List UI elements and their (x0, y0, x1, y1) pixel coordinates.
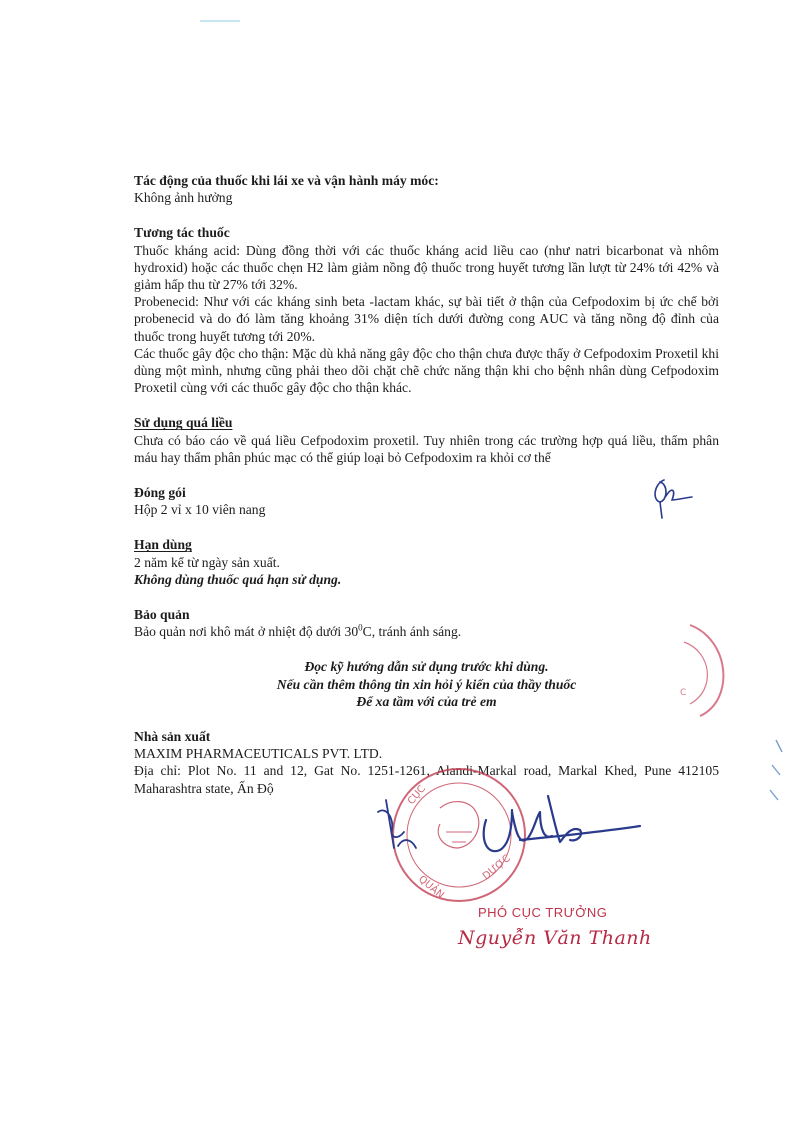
packaging-text: Hộp 2 vỉ x 10 viên nang (134, 502, 266, 518)
section-title-driving: Tác động của thuốc khi lái xe và vận hành máy móc: (134, 173, 439, 188)
section-title-expiry: Hạn dùng (134, 537, 192, 553)
section-expiry (134, 536, 719, 588)
leaflet-content (134, 172, 719, 797)
interaction-probenecid: Probenecid: Như với các kháng sinh beta -lactam khác, sự bài tiết ở thận của Cefpodoxim bị ức chế bởi probenecid và do đó làm tăng khoảng 31% diện tích dưới đường cong AUC và tăng nồng độ đỉnh của thuốc trong huyết tương tới 20%. (134, 294, 719, 344)
section-title-manufacturer: Nhà sản xuất (134, 729, 211, 745)
overdose-text: Chưa có báo cáo về quá liều Cefpodoxim proxetil. Tuy nhiên trong các trường hợp quá liều, thẩm phân máu hay thẩm phân phúc mạc có thể giúp loại bỏ Cefpodoxim ra khỏi cơ thể (134, 432, 719, 465)
svg-text:QUẢN: QUẢN (416, 873, 446, 902)
driving-text: Không ảnh hưởng (134, 190, 233, 206)
section-title-storage: Bảo quản (134, 607, 190, 623)
notice-line-3: Để xa tầm với của trẻ em (356, 693, 497, 709)
storage-text (134, 623, 719, 640)
section-title-interactions: Tương tác thuốc (134, 225, 230, 241)
section-driving (134, 172, 719, 206)
section-title-packaging: Đóng gói (134, 485, 186, 501)
svg-text:C: C (680, 688, 687, 698)
svg-text:DƯỢC: DƯỢC (480, 853, 513, 883)
notice-line-1: Đọc kỹ hướng dẫn sử dụng trước khi dùng. (304, 659, 549, 675)
main-signature (484, 796, 640, 851)
storage-text-main: Bảo quản nơi khô mát ở nhiệt độ dưới 30 (134, 624, 359, 640)
section-packaging (134, 484, 719, 518)
handwritten-initial (378, 800, 416, 848)
interaction-nephrotoxic: Các thuốc gây độc cho thận: Mặc dù khả năng gây độc cho thận chưa được thấy ở Cefpodoxim Proxetil khi dùng một mình, nhưng cũng phải theo dõi chặt chẽ chức năng thận khi cho bệnh nhân dùng Cefpodoxim Proxetil cùng với các thuốc gây độc cho thận khác. (134, 345, 719, 396)
section-interactions (134, 224, 719, 396)
notice-line-2: Nếu cần thêm thông tin xin hỏi ý kiến của thầy thuốc (276, 676, 577, 692)
scan-mark (200, 20, 240, 22)
expiry-warning: Không dùng thuốc quá hạn sử dụng. (134, 571, 342, 587)
manufacturer-name: MAXIM PHARMACEUTICALS PVT. LTD. (134, 746, 383, 762)
edge-marks (770, 740, 782, 800)
signatory-name: Nguyễn Văn Thanh (458, 927, 652, 949)
section-manufacturer (134, 728, 719, 797)
section-storage (134, 606, 719, 640)
storage-text-tail: C, tránh ánh sáng. (362, 624, 462, 640)
section-title-overdose: Sử dụng quá liều (134, 415, 233, 431)
signatory-title: PHÓ CỤC TRƯỞNG (478, 905, 608, 920)
expiry-text: 2 năm kể từ ngày sản xuất. (134, 554, 280, 570)
svg-text:CỤC: CỤC (405, 783, 428, 807)
usage-notice (134, 658, 719, 710)
interaction-antacids: Thuốc kháng acid: Dùng đồng thời với các thuốc kháng acid liều cao (như natri bicarbonat và nhôm hydroxid) hoặc các thuốc chẹn H2 làm giảm nồng độ thuốc trong huyết tương lần lượt từ 24% tới 42% và giảm hấp thu từ 27% tới 32%. (134, 242, 719, 293)
manufacturer-address: Địa chỉ: Plot No. 11 and 12, Gat No. 1251-1261, Alandi-Markal road, Markal Khed, Pune 412105 Maharashtra state, Ấn Độ (134, 763, 719, 796)
storage-degree-sup: 0 (358, 622, 363, 633)
section-overdose (134, 414, 719, 466)
